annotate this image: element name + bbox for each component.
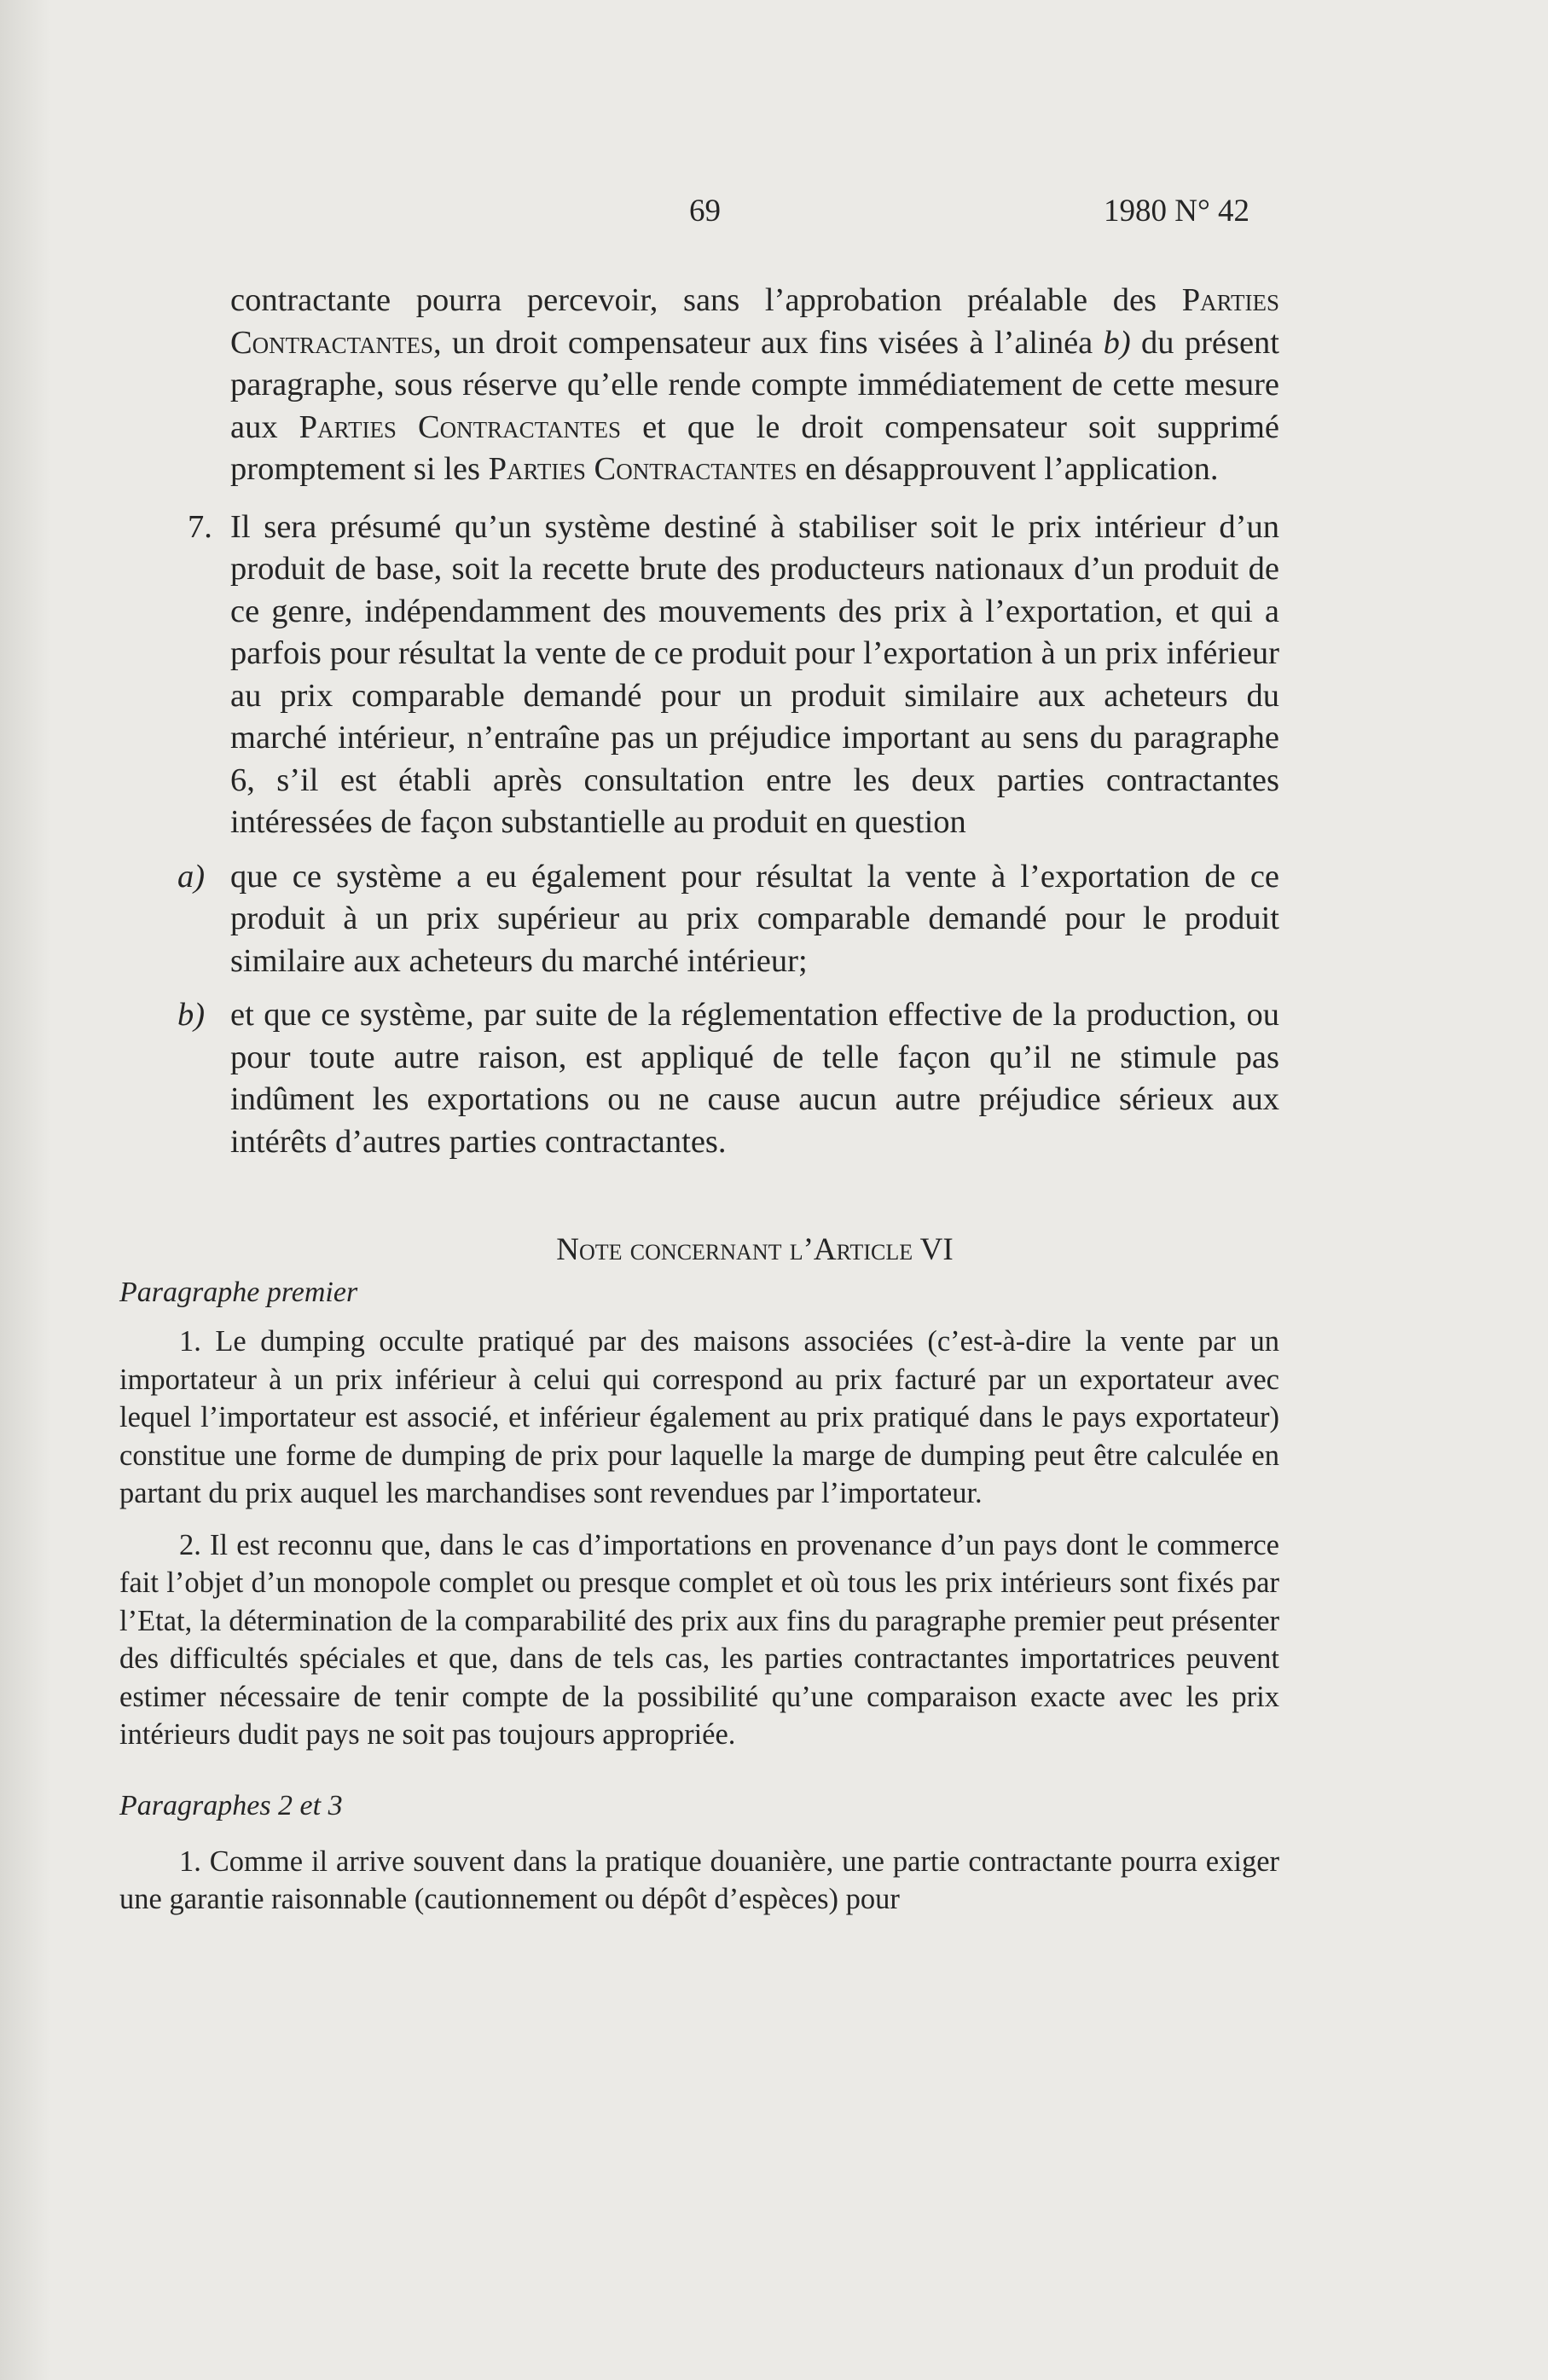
continuation-paragraph — [230, 280, 1279, 491]
subitem-a-text: que ce système a eu également pour résultat la vente à l’exportation de ce produit à un prix supérieur au prix comparable demandé pour le produit similaire aux acheteurs du marché intérieur; — [230, 858, 1279, 979]
continuation-text-5: en désapprouvent l’application. — [797, 451, 1219, 487]
subitem-b-text: et que ce système, par suite de la réglementation effective de la production, ou pour toute autre raison, est appliqué de telle façon qu’il ne stimule pas indûment les exportations ou ne cause aucun autre préjudice sérieux aux intérêts d’autres parties contractantes. — [230, 997, 1279, 1160]
subitem-a-marker: a) — [177, 858, 206, 895]
subitem-b — [177, 994, 1279, 1163]
page-gutter-shadow — [0, 0, 51, 2380]
section-heading-paragraphes-2-3: Paragraphes 2 et 3 — [119, 1789, 343, 1821]
continuation-text-4: et que le droit compensateur soit supprimé promptement si les — [230, 408, 1280, 487]
continuation-text-3: du présent paragraphe, sous réserve qu’elle rende compte immédiatement de cette mesure aux — [230, 324, 1279, 445]
paragraph-7-text: Il sera présumé qu’un système destiné à stabiliser soit le prix intérieur d’un produit de base, soit la recette brute des producteurs nationaux d’un produit de ce genre, indépendamment des mouvements des prix à l’exportation, et qui a parfois pour résultat la vente de ce produit pour l’exportation à un prix inférieur au prix comparable demandé pour un produit similaire aux acheteurs du marché intérieur, n’entraîne pas un préjudice important au sens du paragraphe 6, s’il est établi après consultation entre les deux parties contractantes intéressées de façon substantielle au produit en question — [230, 508, 1279, 840]
subitem-b-marker: b) — [177, 997, 206, 1033]
paragraph-7-number: 7. — [188, 508, 212, 545]
note-paragraph-1: 1. Le dumping occulte pratiqué par des maisons associées (c’est-à-dire la vente par un importateur à un prix inférieur à celui qui correspond au prix facturé par un exportateur avec lequel l’importateur est associé, et inférieur également au prix pratiqué dans le pays exportateur) constitue une forme de dumping de prix pour laquelle la marge de dumping peut être calculée en partant du prix auquel les marchandises sont revendues par l’importateur. — [119, 1325, 1279, 1509]
note-heading: Note concernant l’Article VI — [556, 1232, 954, 1267]
paragraph-7-subitems — [177, 856, 1279, 1164]
note-paragraph-2: 2. Il est reconnu que, dans le cas d’importations en provenance d’un pays dont le commerce fait l’objet d’un monopole complet ou presque complet et où tous les prix intérieurs sont fixés par l’Etat, la détermination de la comparabilité des prix aux fins du paragraphe premier peut présenter des difficultés spéciales et que, dans de tels cas, les parties contractantes importatrices peuvent estimer nécessaire de tenir compte de la possibilité qu’une comparaison exacte avec les prix intérieurs dudit pays ne soit pas toujours appropriée. — [119, 1528, 1279, 1751]
document-reference: 1980 N° 42 — [1104, 194, 1250, 229]
parties-contractantes-2: Parties Contractantes — [299, 408, 622, 445]
page-header — [0, 193, 1548, 235]
page-number: 69 — [689, 194, 721, 229]
parties-contractantes-1: Parties Contractantes — [230, 282, 1279, 361]
note-paragraph-3: 1. Comme il arrive souvent dans la pratique douanière, une partie contractante pourra exiger une garantie raisonnable (cautionnement ou dépôt d’espèces) pour — [119, 1844, 1279, 1915]
parties-contractantes-3: Parties Contractantes — [488, 451, 797, 487]
continuation-text-1: contractante pourra percevoir, sans l’approbation préalable des — [230, 282, 1182, 318]
subitem-a — [177, 856, 1279, 983]
continuation-text-2: , un droit compensateur aux fins visées à l’alinéa — [433, 324, 1104, 361]
alinea-reference: b) — [1103, 324, 1131, 361]
section-heading-paragraphe-premier: Paragraphe premier — [119, 1277, 358, 1308]
paragraph-7 — [188, 507, 1279, 844]
page-content — [119, 280, 1280, 1919]
